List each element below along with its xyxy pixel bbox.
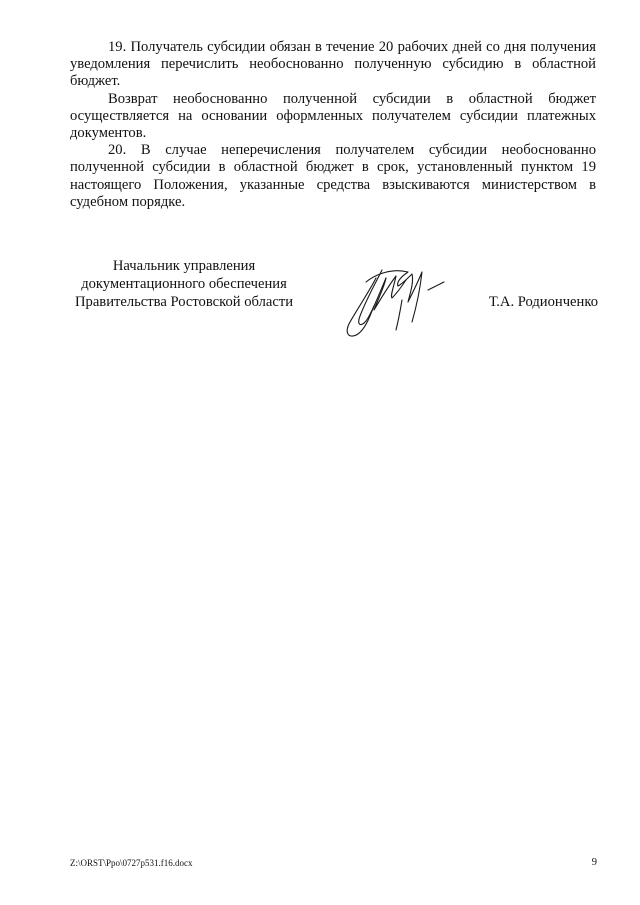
paragraph-20: 20. В случае неперечисления получателем субсидии необоснованно полученной субсидии в областной бюджет в срок, установленный пунктом 19 настоящего Положения, указанные средства взыскиваются министерством в судебном порядке. bbox=[70, 142, 596, 210]
handwritten-signature bbox=[336, 260, 456, 344]
paragraph-19: 19. Получатель субсидии обязан в течение 20 рабочих дней со дня получения уведомления перечислить необоснованно полученную субсидию в областной бюджет. bbox=[70, 39, 596, 90]
signatory-name: Т.А. Родионченко bbox=[488, 294, 598, 310]
signatory-title-line-3: Правительства Ростовской области bbox=[74, 293, 294, 310]
paragraph-refund: Возврат необоснованно полученной субсидии в областной бюджет осуществляется на основании оформленных получателем субсидии платежных документов. bbox=[70, 90, 596, 142]
signatory-title bbox=[64, 258, 304, 311]
signature-block bbox=[0, 258, 640, 358]
document-body bbox=[70, 39, 596, 211]
signatory-title-line-2: документационного обеспечения bbox=[81, 275, 287, 292]
signatory-title-line-1: Начальник управления bbox=[112, 258, 256, 274]
footer-page-number: 9 bbox=[591, 857, 597, 868]
footer-file-path: Z:\ORST\Ppo\0727p531.f16.docx bbox=[70, 858, 193, 868]
